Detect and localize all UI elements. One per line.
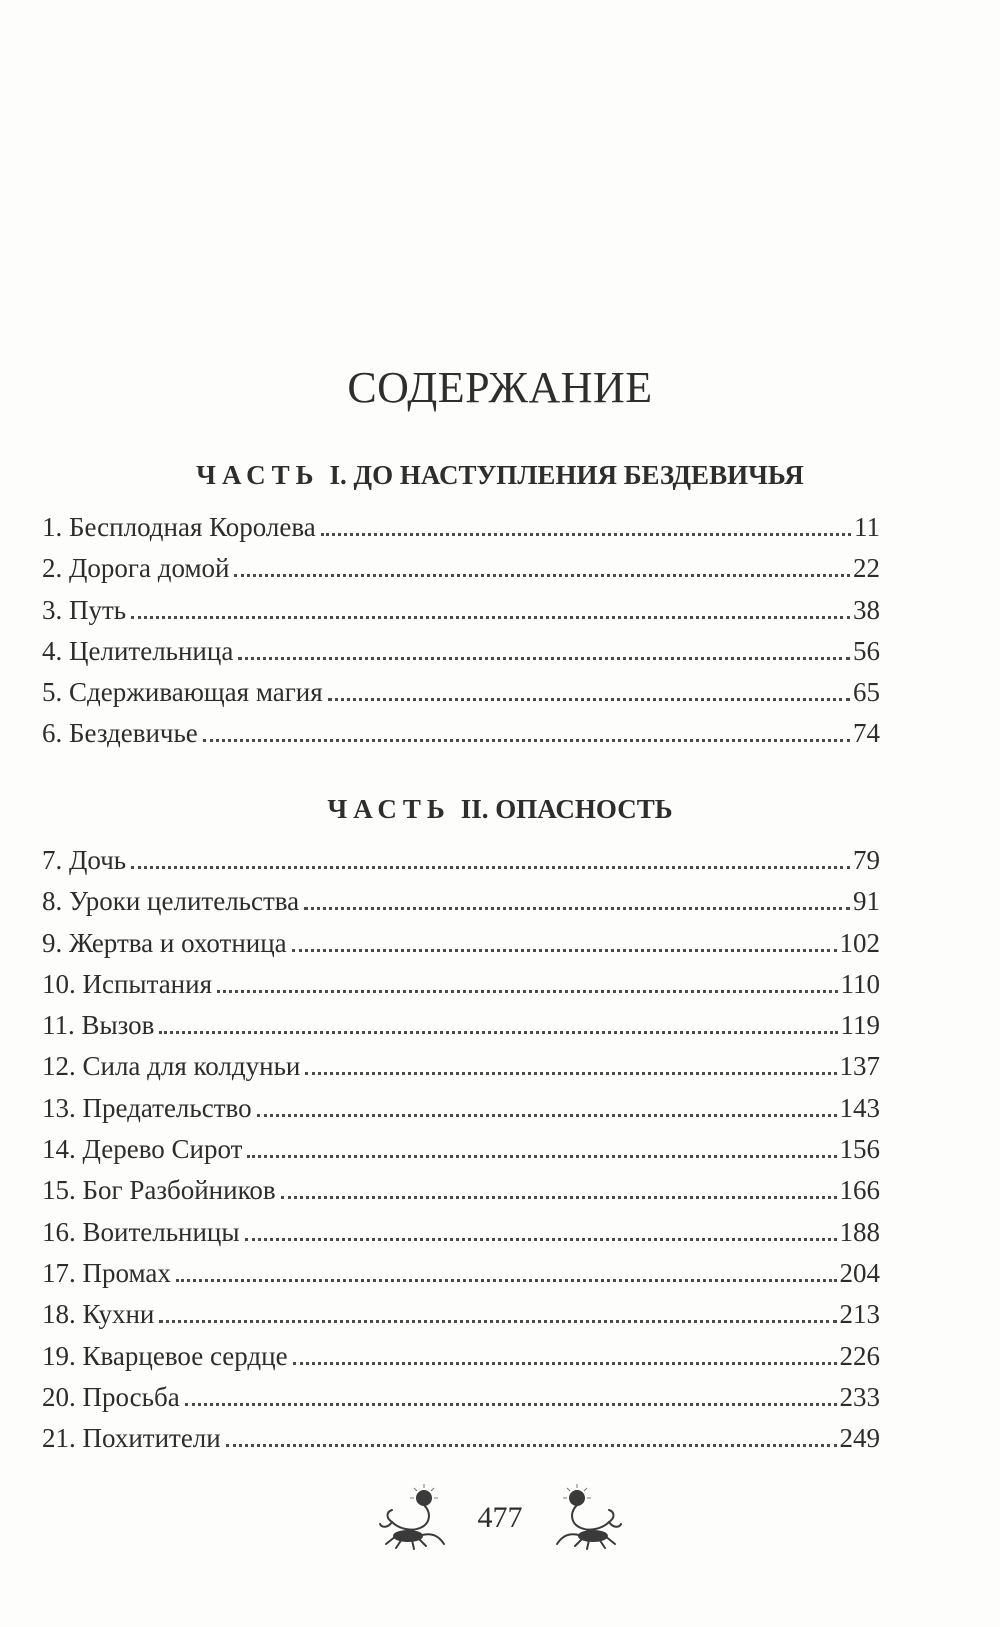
part-title: II. ОПАСНОСТЬ: [460, 794, 673, 824]
toc-list-part-2: [42, 845, 880, 1464]
dot-leader: [245, 1237, 837, 1241]
toc-entry-label: 5. Сдерживающая магия: [42, 677, 323, 708]
dot-leader: [281, 1195, 837, 1199]
toc-entry-page: 137: [839, 1051, 880, 1082]
toc-entry-label: 19. Кварцевое сердце: [42, 1340, 288, 1371]
toc-entry[interactable]: [42, 1093, 880, 1134]
toc-entry[interactable]: [42, 969, 880, 1010]
toc-entry-label: 4. Целительница: [42, 635, 234, 666]
dot-leader: [217, 989, 837, 993]
toc-entry-label: 10. Испытания: [42, 968, 213, 999]
toc-entry-label: 13. Предательство: [42, 1092, 252, 1123]
toc-entry[interactable]: [42, 1341, 880, 1382]
dot-leader: [131, 615, 850, 619]
toc-entry-page: 91: [853, 886, 880, 917]
dot-leader: [159, 1030, 837, 1034]
part-word: ЧАСТЬ: [327, 794, 451, 824]
toc-entry[interactable]: [42, 845, 880, 886]
dot-leader: [293, 1361, 837, 1365]
toc-entry-page: 166: [839, 1175, 880, 1206]
toc-entry[interactable]: [42, 1382, 880, 1423]
toc-entry[interactable]: [42, 595, 880, 636]
dot-leader: [185, 1402, 837, 1406]
toc-entry-page: 79: [853, 845, 880, 875]
toc-entry-page: 102: [839, 927, 880, 958]
toc-entry-page: 213: [839, 1299, 880, 1330]
dot-leader: [203, 738, 850, 742]
toc-entry-page: 22: [853, 553, 880, 584]
toc-entry-label: 15. Бог Разбойников: [42, 1175, 276, 1206]
page-footer: [0, 1478, 1000, 1558]
toc-entry-page: 110: [840, 968, 880, 999]
toc-entry-page: 38: [853, 594, 880, 625]
toc-entry-label: 17. Промах: [42, 1257, 171, 1288]
toc-entry-page: 249: [839, 1423, 880, 1454]
dot-leader: [304, 906, 850, 910]
toc-entry-page: 56: [853, 635, 880, 666]
toc-entry-label: 3. Путь: [42, 594, 127, 625]
toc-entry-label: 12. Сила для колдуньи: [42, 1051, 301, 1082]
toc-entry-page: 156: [839, 1134, 880, 1165]
toc-entry-page: 65: [853, 677, 880, 708]
toc-entry-label: 20. Просьба: [42, 1381, 180, 1412]
toc-entry-page: 143: [839, 1092, 880, 1123]
toc-entry-label: 7. Дочь: [42, 845, 127, 875]
dot-leader: [176, 1278, 837, 1282]
toc-entry-label: 6. Бездевичье: [42, 718, 198, 749]
toc-entry-label: 2. Дорога домой: [42, 553, 230, 584]
toc-entry[interactable]: [42, 1175, 880, 1216]
toc-entry[interactable]: [42, 1217, 880, 1258]
toc-entry-page: 226: [839, 1340, 880, 1371]
toc-entry[interactable]: [42, 1134, 880, 1175]
dot-leader: [159, 1319, 836, 1323]
dot-leader: [257, 1113, 837, 1117]
toc-entry-page: 74: [853, 718, 880, 749]
toc-entry-page: 204: [839, 1257, 880, 1288]
toc-entry-label: 16. Воительницы: [42, 1216, 240, 1247]
toc-entry[interactable]: [42, 512, 880, 553]
dot-leader: [226, 1443, 837, 1447]
toc-entry-page: 11: [854, 512, 880, 542]
toc-entry[interactable]: [42, 718, 880, 759]
toc-list-part-1: [42, 512, 880, 760]
page-number: 477: [477, 1501, 523, 1534]
dot-leader: [234, 573, 850, 577]
toc-entry-label: 9. Жертва и охотница: [42, 927, 287, 958]
toc-entry-label: 11. Вызов: [42, 1010, 155, 1041]
toc-entry-page: 119: [840, 1010, 880, 1041]
toc-entry[interactable]: [42, 1010, 880, 1051]
toc-entry-label: 14. Дерево Сирот: [42, 1134, 243, 1165]
toc-entry[interactable]: [42, 1258, 880, 1299]
toc-entry-label: 21. Похитители: [42, 1423, 221, 1454]
part-title: I. ДО НАСТУПЛЕНИЯ БЕЗДЕВИЧЬЯ: [329, 460, 804, 490]
dot-leader: [292, 948, 837, 952]
toc-entry[interactable]: [42, 928, 880, 969]
part-heading-1: [0, 460, 1000, 491]
dot-leader: [247, 1154, 836, 1158]
dot-leader: [131, 865, 850, 869]
page-title: СОДЕРЖАНИЕ: [347, 363, 653, 412]
toc-entry-page: 188: [839, 1216, 880, 1247]
toc-entry[interactable]: [42, 1423, 880, 1464]
part-word: ЧАСТЬ: [196, 460, 320, 490]
toc-entry[interactable]: [42, 1299, 880, 1340]
scorpion-icon: [547, 1478, 627, 1558]
toc-entry[interactable]: [42, 886, 880, 927]
toc-entry-label: 1. Бесплодная Королева: [42, 512, 316, 542]
dot-leader: [238, 656, 850, 660]
scorpion-icon: [374, 1478, 454, 1558]
dot-leader: [305, 1071, 836, 1075]
toc-entry[interactable]: [42, 553, 880, 594]
toc-entry[interactable]: [42, 1051, 880, 1092]
dot-leader: [328, 697, 850, 701]
dot-leader: [321, 532, 851, 536]
toc-entry[interactable]: [42, 677, 880, 718]
part-heading-2: [0, 794, 1000, 825]
toc-entry-page: 233: [839, 1381, 880, 1412]
toc-entry[interactable]: [42, 636, 880, 677]
toc-entry-label: 8. Уроки целительства: [42, 886, 300, 917]
toc-entry-label: 18. Кухни: [42, 1299, 155, 1330]
